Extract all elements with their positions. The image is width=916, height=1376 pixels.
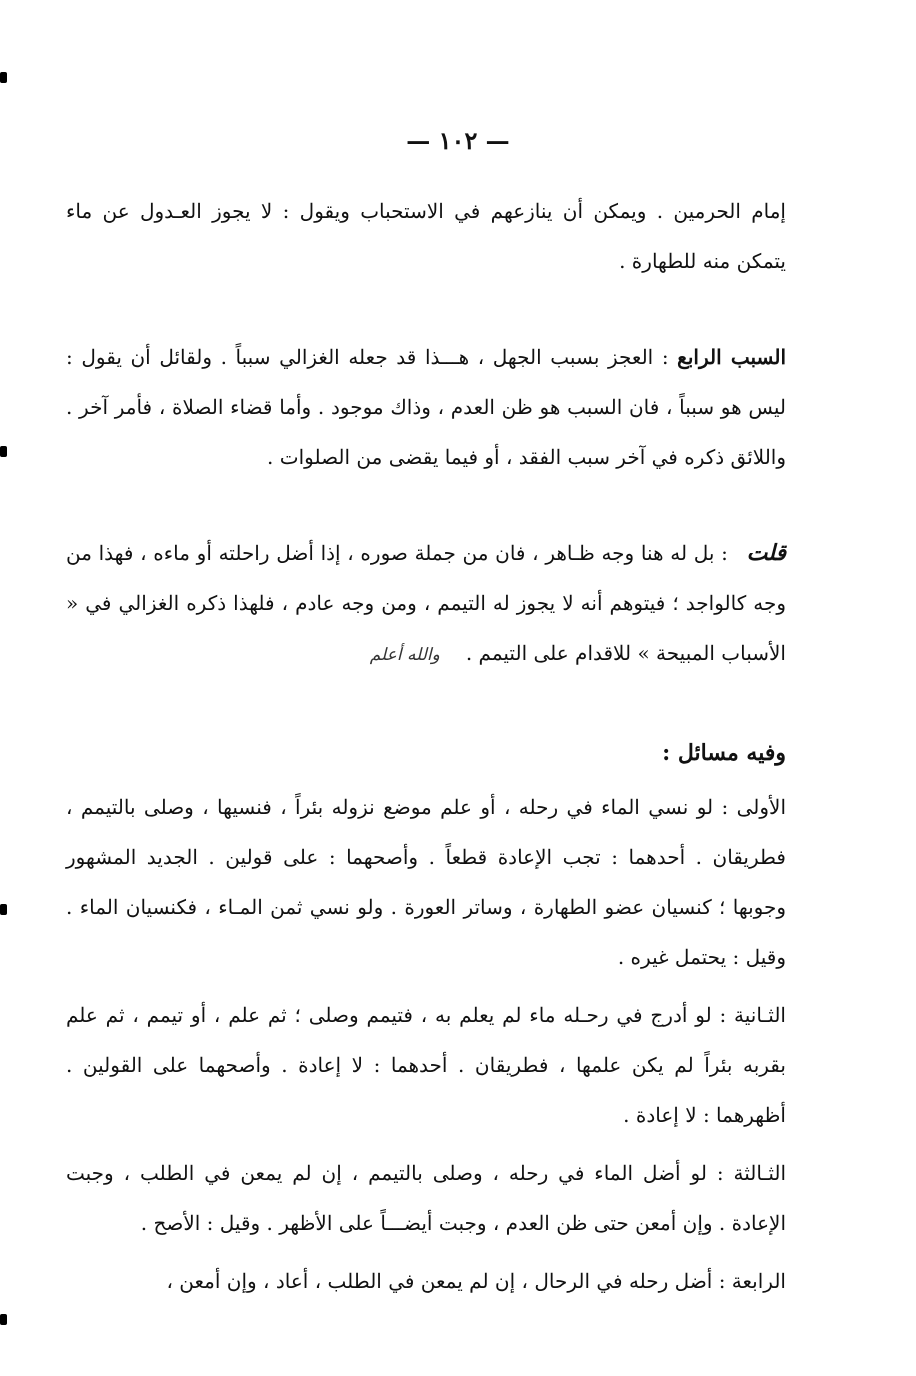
- issue-first: الأولى : لو نسي الماء في رحله ، أو علم موضع نزوله بئراً ، فنسيها ، وصلى بالتيمم ، فطريقان . أحدهما : تجب الإعادة قطعاً . وأصحهما : على قولين . الجديد المشهور وجوبها ؛ كنسيان عضو الطهارة ، وساتر العورة . ولو نسي ثمن المـاء ، فكنسيان الماء . وقيل : يحتمل غيره .: [66, 795, 786, 969]
- page-body: [66, 186, 786, 1314]
- handwritten-signoff: والله أعلم: [369, 645, 440, 665]
- margin-mark: [0, 446, 7, 457]
- paragraph-fourth-cause: [66, 332, 786, 482]
- margin-mark: [0, 72, 7, 83]
- paragraph-text: : بل له هنا وجه ظـاهر ، فان من جملة صوره ، إذا أضل راحلته أو ماءه ، فهذا من وجه كالواجد ؛ فيتوهم أنه لا يجوز له التيمم ، ومن وجه عادم ، فلهذا ذكره الغزالي في « الأسباب المبيحة » للاقدام على التيمم .: [66, 541, 786, 665]
- issue-third: الثـالثة : لو أضل الماء في رحله ، وصلى بالتيمم ، إن لم يمعن في الطلب ، وجبت الإعادة . وإن أمعن حتى ظن العدم ، وجبت أيضـــاً على الأظهر . وقيل : الأصح .: [66, 1161, 786, 1235]
- section-heading: وفيه مسائل :: [662, 740, 786, 766]
- paragraph-continuation: إمام الحرمين . ويمكن أن ينازعهم في الاستحباب ويقول : لا يجوز العـدول عن ماء يتمكن منه للطهارة .: [66, 199, 786, 273]
- margin-mark: [0, 1314, 7, 1325]
- paragraph-author-note: [66, 528, 786, 680]
- margin-mark: [0, 904, 7, 915]
- page-number: — ١٠٢ —: [406, 126, 510, 155]
- issue-fourth: الرابعة : أضل رحله في الرحال ، إن لم يمعن في الطلب ، أعاد ، وإن أمعن ،: [166, 1269, 786, 1293]
- paragraph-lead-heading: قلت: [746, 540, 786, 566]
- issue-second: الثـانية : لو أدرج في رحـله ماء لم يعلم به ، فتيمم وصلى ؛ ثم علم ، أو تيمم ، ثم علم بقربه بئراً لم يكن علمها ، فطريقان . أحدهما : لا إعادة . وأصحهما على القولين . أظهرهما : لا إعادة .: [66, 1003, 786, 1127]
- paragraph-text: : العجز بسبب الجهل ، هـــذا قد جعله الغزالي سبباً . ولقائل أن يقول : ليس هو سبباً ، فان السبب هو ظن العدم ، وذاك موجود . وأما قضاء الصلاة ، فأمر آخر . واللائق ذكره في آخر سبب الفقد ، أو فيما يقضى من الصلوات .: [66, 345, 786, 469]
- paragraph-lead-heading: السبب الرابع: [677, 345, 786, 369]
